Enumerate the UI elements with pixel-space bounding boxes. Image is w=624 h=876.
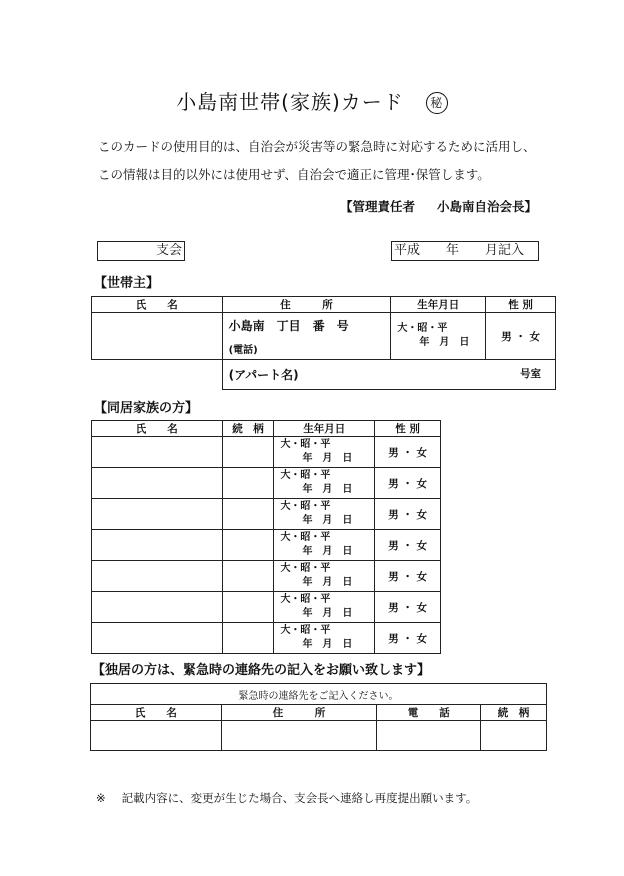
family-dob-cell[interactable] (274, 530, 375, 561)
family-dob-cell[interactable] (274, 561, 375, 592)
solo-section-title: 【独居の方は、緊急時の連絡先の記入をお願い致します】 (92, 663, 431, 678)
table-row (92, 437, 441, 468)
family-name-cell[interactable] (92, 623, 223, 654)
manager-line (340, 197, 537, 215)
head-room-label: 号室 (520, 368, 541, 380)
family-dob-era: 大・昭・平 (280, 594, 331, 605)
head-section-title: 【世帯主】 (94, 276, 160, 291)
manager-name: 小島南自治会長】 (437, 199, 538, 214)
family-relation-cell[interactable] (222, 499, 274, 530)
family-dob-ymd: 年 月 日 (302, 515, 353, 526)
head-name-cell[interactable] (92, 313, 223, 360)
date-box[interactable]: 平成 年 月記入 (391, 241, 539, 261)
head-dob-ymd: 年 月 日 (419, 337, 470, 348)
family-dob-era: 大・昭・平 (280, 501, 331, 512)
head-apartment-label: (アパート名) (228, 368, 299, 382)
family-section-title: 【同居家族の方】 (94, 401, 199, 416)
family-dob-ymd: 年 月 日 (302, 639, 353, 650)
table-row (92, 468, 441, 499)
family-col-sex: 性 別 (375, 421, 441, 437)
manager-label: 【管理責任者 (340, 199, 416, 214)
family-relation-cell[interactable] (222, 623, 274, 654)
page-title (0, 86, 624, 115)
table-row (92, 499, 441, 530)
head-col-dob: 生年月日 (391, 297, 486, 313)
solo-table (90, 683, 547, 751)
head-phone-label: (電話) (228, 345, 258, 356)
family-dob-era: 大・昭・平 (280, 532, 331, 543)
footnote-text: 記載内容に、変更が生じた場合、支会長へ連絡し再度提出願います。 (121, 791, 478, 805)
solo-col-relation: 続 柄 (481, 705, 547, 721)
family-sex-cell[interactable]: 男 ・ 女 (375, 623, 441, 654)
solo-col-name: 氏 名 (91, 705, 222, 721)
branch-box[interactable]: 支会 (97, 241, 185, 261)
family-col-dob: 生年月日 (274, 421, 375, 437)
family-name-cell[interactable] (92, 499, 223, 530)
title-text: 小島南世帯(家族)カード (176, 90, 404, 114)
head-col-address: 住 所 (222, 297, 391, 313)
solo-phone-cell[interactable] (377, 721, 481, 751)
purpose-line-1: このカードの使用目的は、自治会が災害等の緊急時に対応するために活用し、 (98, 139, 536, 154)
family-dob-era: 大・昭・平 (280, 625, 331, 636)
table-row (92, 592, 441, 623)
head-sex-cell[interactable]: 男 ・ 女 (486, 313, 556, 360)
family-relation-cell[interactable] (222, 561, 274, 592)
head-col-sex: 性 別 (486, 297, 556, 313)
solo-instruction: 緊急時の連絡先をご記入ください。 (91, 684, 547, 705)
head-address-cell[interactable] (222, 313, 391, 360)
solo-name-cell[interactable] (91, 721, 222, 751)
table-row (92, 623, 441, 654)
family-dob-cell[interactable] (274, 592, 375, 623)
family-name-cell[interactable] (92, 592, 223, 623)
family-relation-cell[interactable] (222, 437, 274, 468)
family-dob-ymd: 年 月 日 (302, 484, 353, 495)
family-dob-ymd: 年 月 日 (302, 546, 353, 557)
head-col-name: 氏 名 (92, 297, 223, 313)
family-dob-ymd: 年 月 日 (302, 453, 353, 464)
family-table (91, 420, 441, 654)
family-dob-cell[interactable] (274, 468, 375, 499)
solo-relation-cell[interactable] (481, 721, 547, 751)
family-dob-ymd: 年 月 日 (302, 608, 353, 619)
footnote (96, 790, 477, 806)
family-dob-cell[interactable] (274, 499, 375, 530)
head-dob-cell[interactable] (391, 313, 486, 360)
confidential-seal: 秘 (426, 92, 448, 114)
family-dob-ymd: 年 月 日 (302, 577, 353, 588)
solo-col-phone: 電 話 (377, 705, 481, 721)
family-sex-cell[interactable]: 男 ・ 女 (375, 592, 441, 623)
head-table (91, 296, 556, 390)
family-dob-era: 大・昭・平 (280, 439, 331, 450)
family-relation-cell[interactable] (222, 530, 274, 561)
family-col-relation: 続 柄 (222, 421, 274, 437)
family-relation-cell[interactable] (222, 468, 274, 499)
table-row (92, 530, 441, 561)
family-name-cell[interactable] (92, 468, 223, 499)
family-dob-era: 大・昭・平 (280, 563, 331, 574)
family-sex-cell[interactable]: 男 ・ 女 (375, 499, 441, 530)
head-apartment-cell[interactable] (222, 360, 555, 390)
family-sex-cell[interactable]: 男 ・ 女 (375, 561, 441, 592)
solo-col-address: 住 所 (221, 705, 377, 721)
family-sex-cell[interactable]: 男 ・ 女 (375, 530, 441, 561)
head-dob-era: 大・昭・平 (397, 323, 448, 334)
family-sex-cell[interactable]: 男 ・ 女 (375, 437, 441, 468)
head-address-line: 小島南 丁目 番 号 (228, 319, 349, 333)
footnote-mark: ※ (96, 791, 106, 805)
solo-address-cell[interactable] (221, 721, 377, 751)
family-name-cell[interactable] (92, 530, 223, 561)
family-dob-cell[interactable] (274, 623, 375, 654)
family-col-name: 氏 名 (92, 421, 223, 437)
family-dob-cell[interactable] (274, 437, 375, 468)
purpose-line-2: この情報は目的以外には使用せず、自治会で適正に管理･保管します。 (98, 167, 490, 182)
family-dob-era: 大・昭・平 (280, 470, 331, 481)
family-name-cell[interactable] (92, 561, 223, 592)
family-relation-cell[interactable] (222, 592, 274, 623)
table-row (92, 561, 441, 592)
table-row (91, 721, 547, 751)
family-sex-cell[interactable]: 男 ・ 女 (375, 468, 441, 499)
head-blank-cell (92, 360, 223, 390)
family-name-cell[interactable] (92, 437, 223, 468)
